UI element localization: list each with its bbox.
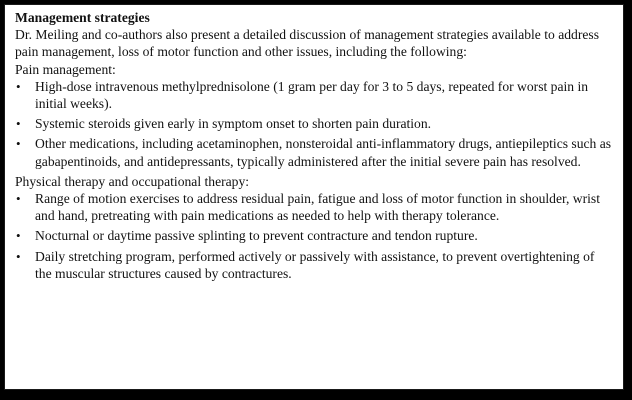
list-item — [15, 227, 613, 244]
section-heading: Management strategies — [15, 10, 150, 25]
list-item — [15, 135, 613, 169]
list-item — [15, 78, 613, 112]
list-item-text: Systemic steroids given early in symptom onset to shorten pain duration. — [35, 116, 432, 132]
intro-paragraph: Dr. Meiling and co-authors also present a detailed discussion of management strategies available to address pain management, loss of motor function and other issues, including the following: — [15, 27, 599, 60]
pain-management-label: Pain management: — [15, 61, 116, 77]
list-item — [15, 115, 613, 132]
bullet-dot-icon: • — [16, 248, 21, 264]
list-item-text: Daily stretching program, performed actively or passively with assistance, to prevent overtightening of the muscular structures caused by contractures. — [35, 248, 595, 281]
bullet-dot-icon: • — [16, 191, 21, 207]
bullet-dot-icon: • — [16, 136, 21, 152]
bullet-dot-icon: • — [16, 228, 21, 244]
therapy-label: Physical therapy and occupational therapy: — [15, 173, 250, 189]
bullet-dot-icon: • — [16, 116, 21, 132]
list-item-text: High-dose intravenous methylprednisolone (1 gram per day for 3 to 5 days, repeated for worst pain in initial weeks). — [35, 78, 589, 112]
list-item-text: Range of motion exercises to address residual pain, fatigue and loss of motor function in shoulder, wrist and hand, pretreating with pain medications as needed to help with therapy tolerance. — [35, 191, 600, 224]
document-page — [4, 4, 624, 390]
bullet-dot-icon: • — [16, 78, 21, 94]
list-item — [15, 190, 613, 224]
therapy-list — [15, 190, 613, 282]
list-item-text: Nocturnal or daytime passive splinting to prevent contracture and tendon rupture. — [35, 228, 478, 244]
pain-management-list — [15, 78, 613, 170]
list-item-text: Other medications, including acetaminophen, nonsteroidal anti-inflammatory drugs, antiepileptics such as gabapentinoids, and antidepressants, typically administered after the initial severe pain has resolved. — [35, 136, 612, 169]
list-item — [15, 248, 613, 282]
